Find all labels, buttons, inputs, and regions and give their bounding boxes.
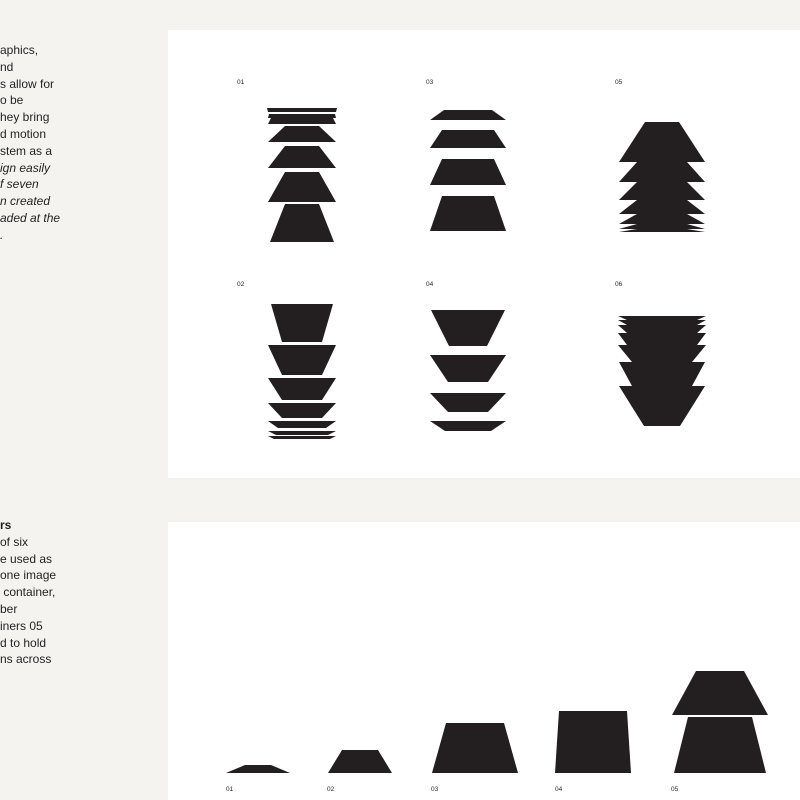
text-line: d to hold <box>0 635 47 650</box>
stack-05-trapezoid <box>619 162 705 182</box>
stack-01-trapezoid <box>270 204 334 242</box>
stack-04-trapezoid <box>430 421 506 431</box>
stack-06-trapezoid <box>618 325 706 333</box>
container-02-shape <box>328 750 392 773</box>
text-line: aphics, <box>0 43 39 57</box>
stack-04-trapezoid <box>431 310 505 346</box>
container-label-04: 04 <box>555 786 563 793</box>
stack-01-trapezoid <box>268 146 336 168</box>
text-line: ber <box>0 601 18 616</box>
text-line: ns across <box>0 652 52 667</box>
text-line: one image <box>0 568 57 583</box>
stack-05-trapezoid <box>619 214 705 224</box>
text-line: nd <box>0 59 14 74</box>
container-05-shape <box>674 717 766 773</box>
stack-05-trapezoid <box>619 122 705 162</box>
text-line: rs <box>0 518 12 532</box>
container-label-02: 02 <box>327 786 335 793</box>
container-label-05: 05 <box>671 786 679 793</box>
text-line: f seven <box>0 177 39 192</box>
text-line: of six <box>0 534 29 549</box>
stack-04-trapezoid <box>430 393 506 412</box>
stack-06-trapezoid <box>619 362 705 386</box>
stack-05-trapezoid <box>619 224 705 229</box>
stack-06-trapezoid <box>618 316 706 320</box>
stack-06-trapezoid <box>618 320 706 325</box>
stack-02-trapezoid <box>268 421 336 428</box>
stack-06-trapezoid <box>619 386 705 426</box>
stack-01-trapezoid <box>268 172 336 202</box>
stack-label-02: 02 <box>237 281 245 288</box>
container-03-shape <box>432 723 518 773</box>
text-line: aded at the <box>0 210 61 225</box>
text-line: ign easily <box>0 160 51 175</box>
container-label-03: 03 <box>431 786 439 793</box>
stack-02-trapezoid <box>271 304 333 342</box>
stack-label-06: 06 <box>615 281 623 288</box>
stack-label-04: 04 <box>426 281 434 288</box>
container-01-shape <box>226 765 290 773</box>
text-line: e used as <box>0 551 53 566</box>
stack-03-trapezoid <box>430 130 506 148</box>
stack-label-05: 05 <box>615 79 623 86</box>
stack-04-trapezoid <box>430 355 506 382</box>
stack-03-trapezoid <box>430 110 506 120</box>
text-line: s allow for <box>0 76 55 91</box>
container-04-shape <box>555 711 631 773</box>
stack-02-trapezoid <box>268 403 336 418</box>
stack-label-01: 01 <box>237 79 245 86</box>
text-line: d motion <box>0 126 47 141</box>
container-05-shape <box>672 671 768 715</box>
stack-05-trapezoid <box>619 229 705 232</box>
stack-01-trapezoid <box>267 108 337 112</box>
text-line: n created <box>0 194 51 209</box>
stack-02-trapezoid <box>268 436 336 439</box>
text-line: hey bring <box>0 110 50 125</box>
stack-05-trapezoid <box>619 200 705 214</box>
stack-06-trapezoid <box>618 345 706 362</box>
stack-02-trapezoid <box>268 345 336 375</box>
stack-01-trapezoid <box>268 114 336 118</box>
stack-02-trapezoid <box>268 378 336 400</box>
text-line: iners 05 <box>0 618 43 633</box>
text-line: o be <box>0 93 24 108</box>
text-line: container, <box>0 585 56 600</box>
stack-03-trapezoid <box>430 196 506 231</box>
text-line: . <box>0 227 4 242</box>
stack-01-trapezoid <box>268 126 336 142</box>
stack-label-03: 03 <box>426 79 434 86</box>
stack-06-trapezoid <box>618 333 706 345</box>
text-line: stem as a <box>0 143 53 158</box>
stack-02-trapezoid <box>268 431 336 435</box>
stack-01-trapezoid <box>268 118 336 124</box>
container-label-01: 01 <box>226 786 234 793</box>
stack-03-trapezoid <box>430 159 506 185</box>
stack-05-trapezoid <box>619 182 705 200</box>
